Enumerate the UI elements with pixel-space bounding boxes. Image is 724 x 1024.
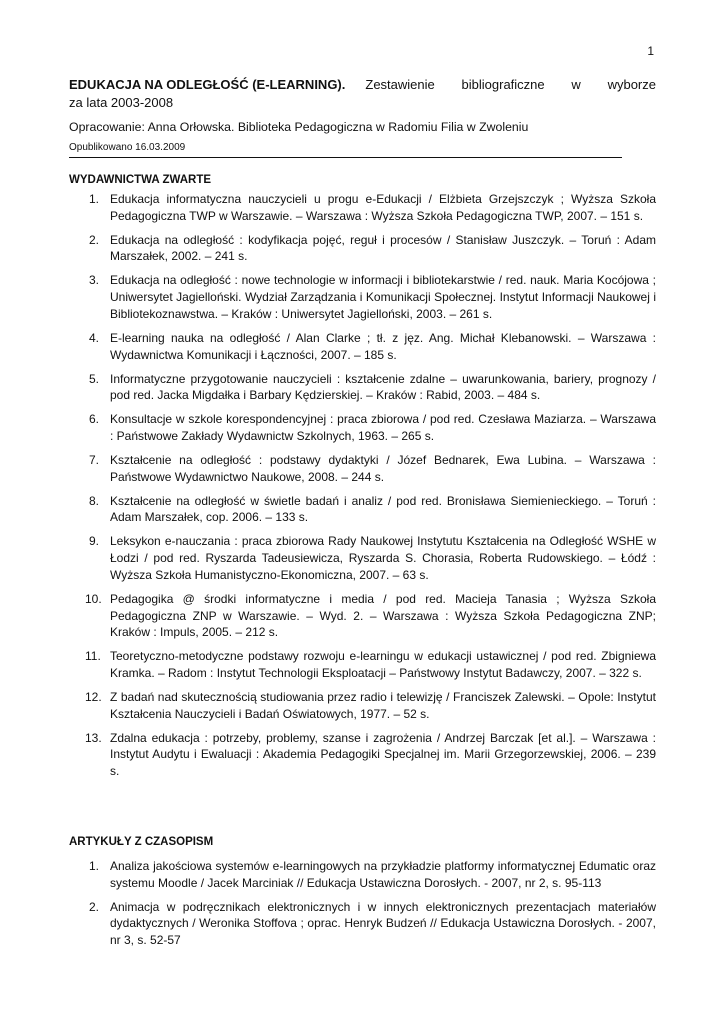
item-number: 8. [89, 493, 100, 508]
item-text: Konsultacje w szkole korespondencyjnej : praca zbiorowa / pod red. Czesława Maziarza. – Warszawa : Państwowe Zakłady Wydawnictw Szkolnych, 1963. – 265 s. [110, 412, 656, 444]
item-number: 11. [85, 649, 101, 664]
item-text: Zdalna edukacja : potrzeby, problemy, szanse i zagrożenia / Andrzej Barczak [et al.]. – Warszawa : Instytut Audytu i Ewaluacji : Akademia Pedagogiki Specjalnej im. Marii Grzegorzewskiej, 2006. – 239 s. [110, 730, 656, 779]
item-text: Animacja w podręcznikach elektronicznych i w innych elektronicznych prezentacjach materiałów dydaktycznych / Weronika Stoffova ; oprac. Henryk Budzeń // Edukacja Ustawiczna Dorosłych. - 2007, nr 3, s. 52-57 [110, 899, 656, 948]
item-number: 9. [89, 534, 100, 549]
list-item [69, 533, 656, 583]
item-text: Z badań nad skutecznością studiowania przez radio i telewizję / Franciszek Zalewski. – Opole: Instytut Kształcenia Nauczycieli i Badań Oświatowych, 1977. – 52 s. [110, 689, 656, 721]
item-number: 13. [85, 730, 102, 745]
divider [69, 157, 622, 158]
list-item [69, 191, 656, 225]
title-bold: EDUKACJA NA ODLEGŁOŚĆ (E-LEARNING). [69, 77, 346, 92]
item-text: E-learning nauka na odległość / Alan Clarke ; tł. z jęz. Ang. Michał Klebanowski. – Warszawa : Wydawnictwa Komunikacji i Łączności, 2007. – 185 s. [110, 330, 656, 362]
list-item [69, 272, 656, 322]
item-number: 3. [89, 273, 100, 288]
list-item [69, 232, 656, 266]
list-item [69, 493, 656, 527]
item-number: 7. [89, 452, 100, 467]
list-item [69, 730, 656, 780]
item-text: Edukacja informatyczna nauczycieli u progu e-Edukacji / Elżbieta Grzejszczyk ; Wyższa Szkoła Pedagogiczna TWP w Warszawie. – Warszawa : Wyższa Szkoła Pedagogiczna TWP, 2007. – 151 s. [110, 192, 656, 223]
section-heading-articles: ARTYKUŁY Z CZASOPISM [69, 836, 214, 848]
item-number: 1. [89, 192, 100, 206]
item-number: 12. [85, 689, 102, 704]
title-line-2: za lata 2003-2008 [69, 95, 174, 110]
author-line: Opracowanie: Anna Orłowska. Biblioteka Pedagogiczna w Radomiu Filia w Zwoleniu [69, 120, 529, 134]
item-number: 5. [89, 371, 100, 386]
articles-list [69, 858, 656, 956]
list-item [69, 899, 656, 949]
section-heading-books: WYDAWNICTWA ZWARTE [69, 174, 212, 186]
item-text: Teoretyczno-metodyczne podstawy rozwoju e-learningu w edukacji ustawicznej / pod red. Zbigniewa Kramka. – Radom : Instytut Technologii Eksploatacji – Państwowy Instytut Badawczy, 2007. – 322 s. [110, 649, 656, 681]
item-number: 2. [89, 899, 100, 914]
list-item [69, 648, 656, 682]
item-text: Leksykon e-nauczania : praca zbiorowa Rady Naukowej Instytutu Kształcenia na Odległość WSHE w Łodzi / pod red. Ryszarda Tadeusiewicza, Ryszarda S. Chorasia, Roberta Rudowskiego. – Łódź : Wyższa Szkoła Humanistyczno-Ekonomiczna, 2007. – 63 s. [110, 534, 656, 582]
item-text: Informatyczne przygotowanie nauczycieli : kształcenie zdalne – uwarunkowania, bariery, prognozy / pod red. Jacka Migdałka i Barbary Kędzierskiej. – Kraków : Rabid, 2003. – 484 s. [110, 371, 656, 403]
item-text: Analiza jakościowa systemów e-learningowych na przykładzie platformy informatycznej Edumatic oraz systemu Moodle / Jacek Marciniak // Edukacja Ustawiczna Dorosłych. - 2007, nr 2, s. 95-113 [110, 859, 656, 890]
page-number: 1 [647, 44, 654, 58]
item-number: 4. [89, 330, 100, 345]
list-item [69, 371, 656, 405]
title-line-1 [69, 76, 656, 94]
item-number: 2. [89, 232, 100, 247]
books-list [69, 191, 656, 787]
title-rest: Zestawienie bibliograficzne w wyborze [365, 77, 656, 92]
item-number: 1. [89, 859, 100, 873]
item-text: Edukacja na odległość : nowe technologie w informacji i bibliotekarstwie / red. nauk. Maria Kocójowa ; Uniwersytet Jagielloński. Wydział Zarządzania i Komunikacji Społecznej. Instytut Informacji Naukowej i Bibliotekoznawstwa. – Kraków : Uniwersytet Jagielloński, 2003. – 261 s. [110, 273, 656, 321]
list-item [69, 689, 656, 723]
item-number: 10. [85, 591, 102, 606]
published-date: Opublikowano 16.03.2009 [69, 142, 186, 153]
item-text: Kształcenie na odległość w świetle badań i analiz / pod red. Bronisława Siemienieckiego. – Toruń : Adam Marszałek, cop. 2006. – 133 s. [110, 493, 656, 525]
list-item [69, 330, 656, 364]
list-item [69, 858, 656, 892]
list-item [69, 591, 656, 641]
document-title [69, 76, 656, 112]
list-item [69, 452, 656, 486]
item-number: 6. [89, 412, 100, 427]
item-text: Kształcenie na odległość : podstawy dydaktyki / Józef Bednarek, Ewa Lubina. – Warszawa : Państwowe Wydawnictwo Naukowe, 2008. – 244 s. [110, 452, 656, 484]
list-item [69, 411, 656, 445]
item-text: Edukacja na odległość : kodyfikacja pojęć, reguł i procesów / Stanisław Juszczyk. – Toruń : Adam Marszałek, 2002. – 241 s. [110, 232, 656, 264]
item-text: Pedagogika @ środki informatyczne i media / pod red. Macieja Tanasia ; Wyższa Szkoła Pedagogiczna ZNP w Warszawie. – Wyd. 2. – Warszawa : Wyższa Szkoła Pedagogiczna ZNP; Kraków : Impuls, 2005. – 212 s. [110, 591, 656, 640]
